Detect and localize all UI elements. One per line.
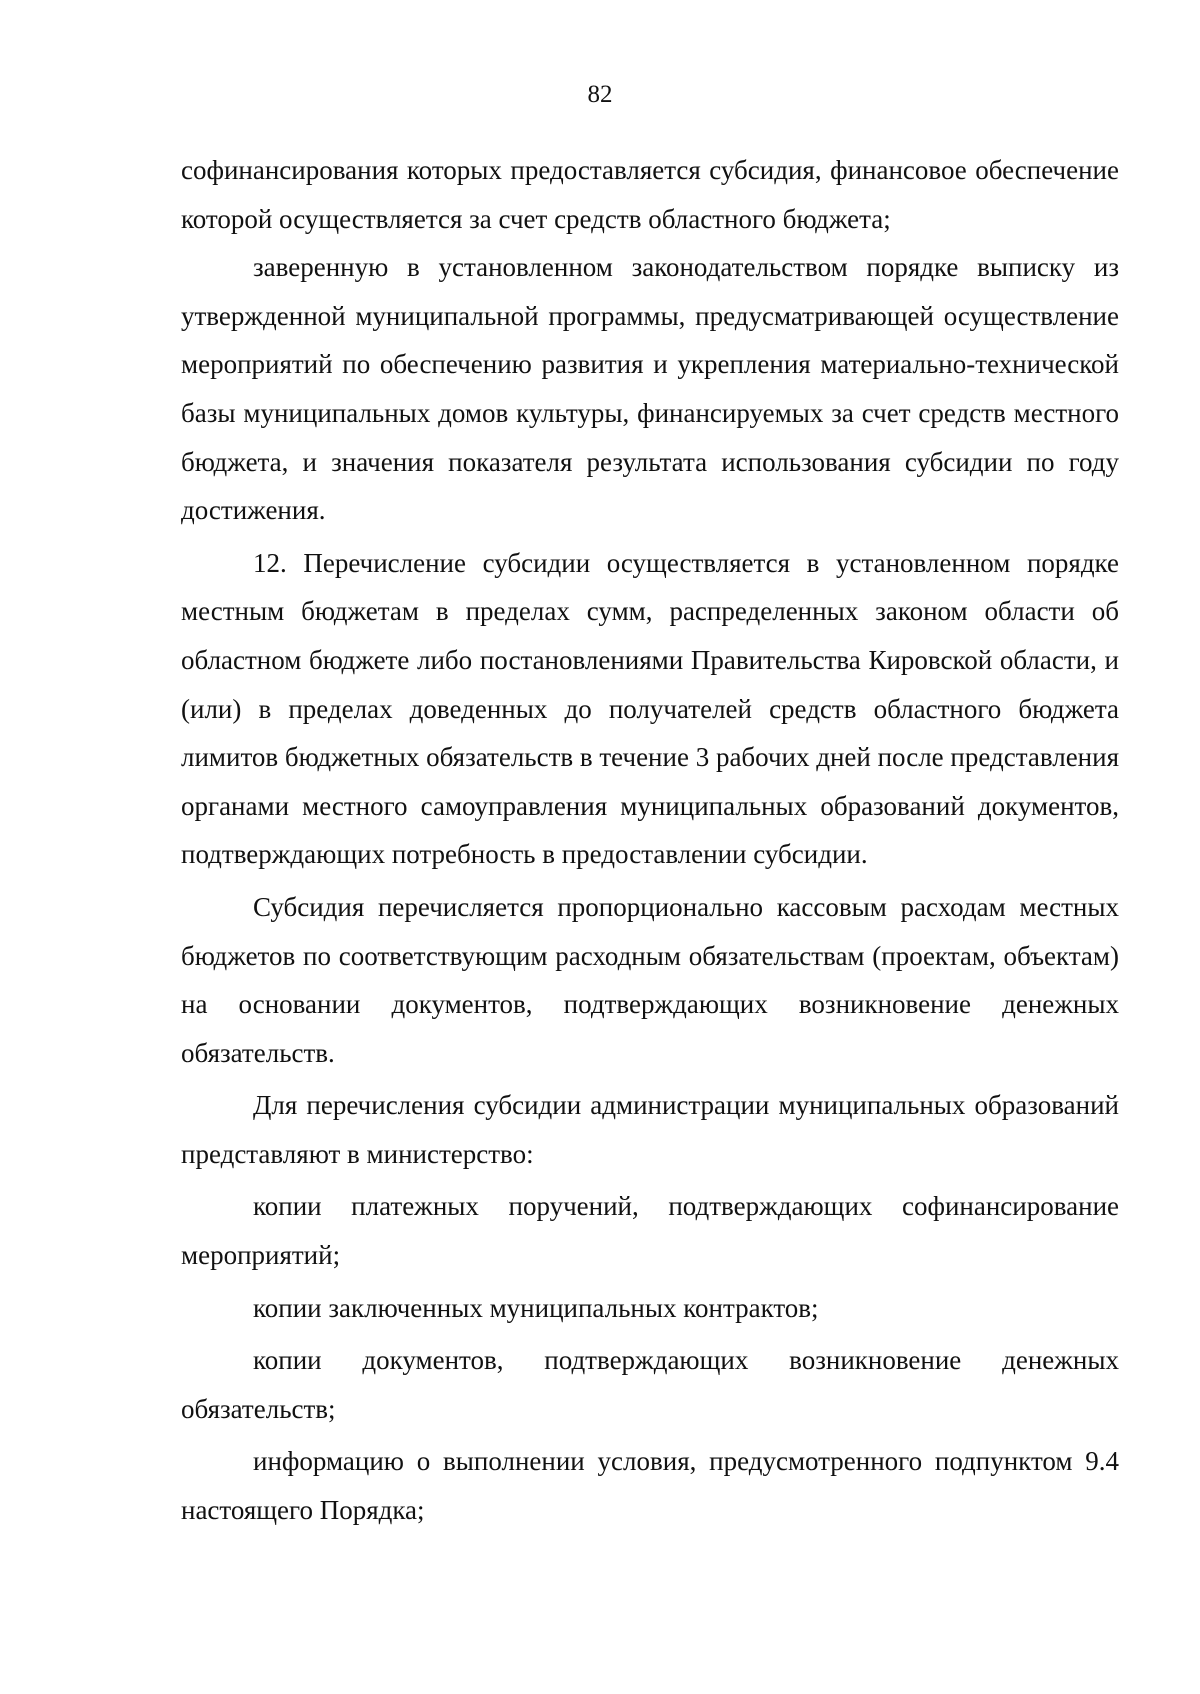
page-number: 82 xyxy=(587,81,613,108)
paragraph-required-documents: Для перечисления субсидии администрации муниципальных образований представляют в министерство: xyxy=(181,1090,1119,1169)
document-body xyxy=(181,146,1119,1535)
paragraph-program-extract: заверенную в установленном законодательством порядке выписку из утвержденной муниципальной программы, предусматривающей осуществление мероприятий по обеспечению развития и укрепления материально-технической базы муниципальных домов культуры, финансируемых за счет средств местного бюджета, и значения показателя результата использования субсидии по году достижения. xyxy=(181,252,1119,526)
list-item-obligation-documents: копии документов, подтверждающих возникновение денежных обязательств; xyxy=(181,1345,1119,1424)
paragraph-continuation: софинансирования которых предоставляется субсидия, финансовое обеспечение которой осуществляется за счет средств областного бюджета; xyxy=(181,155,1119,234)
list-item-payment-orders: копии платежных поручений, подтверждающих софинансирование мероприятий; xyxy=(181,1191,1119,1271)
list-item-contracts: копии заключенных муниципальных контрактов; xyxy=(253,1292,819,1323)
paragraph-item-12: 12. Перечисление субсидии осуществляется в установленном порядке местным бюджетам в пределах сумм, распределенных законом области об областном бюджете либо постановлениями Правительства Кировской области, и (или) в пределах доведенных до получателей средств областного бюджета лимитов бюджетных обязательств в течение 3 рабочих дней после представления органами местного самоуправления муниципальных образований документов, подтверждающих потребность в предоставлении субсидии. xyxy=(181,547,1119,870)
paragraph-subsidy-transfer: Субсидия перечисляется пропорционально кассовым расходам местных бюджетов по соответствующим расходным обязательствам (проектам, объектам) на основании документов, подтверждающих возникновение денежных обязательств. xyxy=(181,891,1119,1068)
list-item-condition-info: информацию о выполнении условия, предусмотренного подпунктом 9.4 настоящего Порядка; xyxy=(181,1446,1119,1526)
